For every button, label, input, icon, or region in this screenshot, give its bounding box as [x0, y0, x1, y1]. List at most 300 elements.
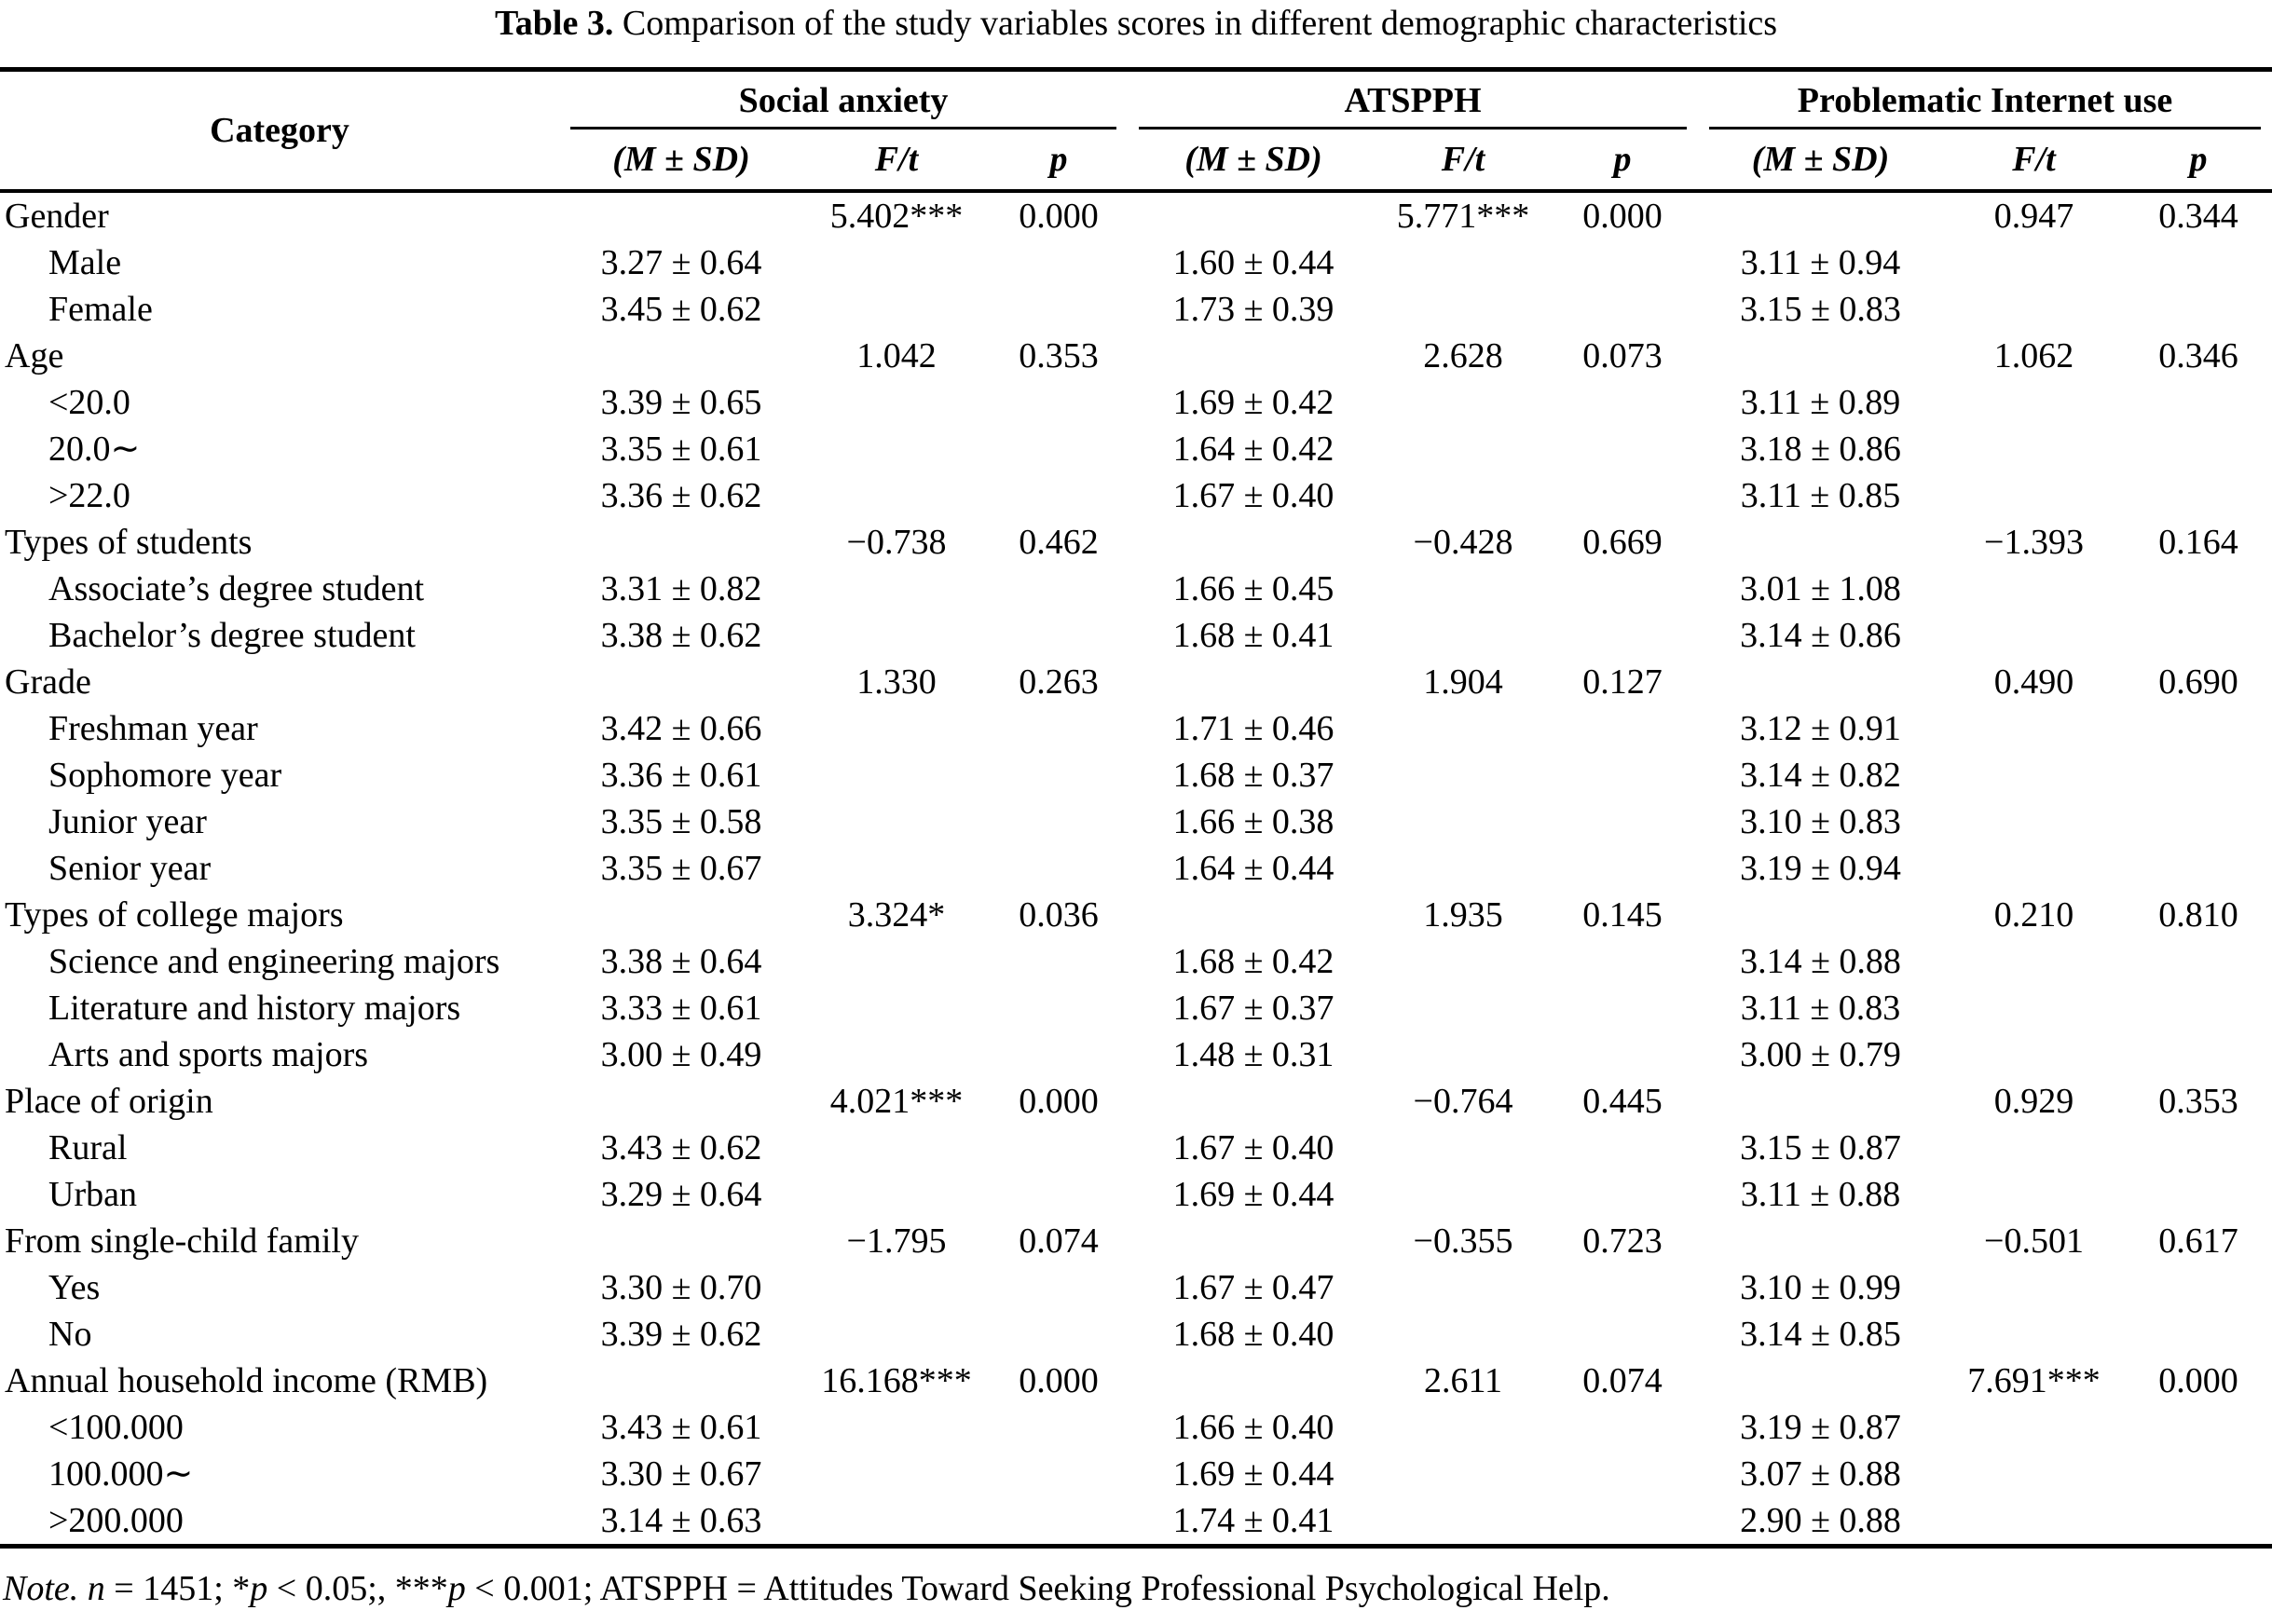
row-value — [1547, 985, 1698, 1031]
table-row — [0, 239, 2272, 286]
row-value: 4.021*** — [829, 1082, 964, 1121]
row-value — [1379, 985, 1547, 1031]
row-value — [1128, 892, 1379, 938]
row-value: −0.355 — [1413, 1221, 1513, 1261]
row-value — [803, 985, 990, 1031]
row-category: Freshman year — [48, 709, 258, 748]
row-value — [1943, 938, 2125, 985]
row-value — [1128, 1218, 1379, 1264]
table-row — [0, 892, 2272, 938]
row-value: 0.462 — [1019, 523, 1099, 562]
row-value — [1379, 1264, 1547, 1311]
row-category: Science and engineering majors — [48, 942, 500, 981]
table-row — [0, 1358, 2272, 1404]
row-value — [1547, 426, 1698, 472]
row-value: 5.771*** — [1396, 197, 1530, 236]
row-value — [1547, 1125, 1698, 1171]
row-value — [1943, 612, 2125, 659]
row-value: 3.00 ± 0.49 — [600, 1035, 762, 1074]
row-value: 1.330 — [856, 662, 937, 702]
row-value: 3.36 ± 0.61 — [600, 756, 762, 795]
row-value — [1379, 938, 1547, 985]
row-value — [990, 1451, 1128, 1497]
row-value: 3.07 ± 0.88 — [1740, 1454, 1901, 1494]
row-value: 16.168*** — [821, 1361, 972, 1400]
row-value — [2125, 379, 2272, 426]
row-value: 0.669 — [1582, 523, 1663, 562]
row-value — [990, 1031, 1128, 1078]
row-value — [990, 938, 1128, 985]
row-value — [990, 705, 1128, 752]
table-caption-label: Table 3. — [494, 4, 614, 43]
row-value: 0.074 — [1019, 1221, 1099, 1261]
table-row — [0, 1078, 2272, 1125]
row-value — [2125, 845, 2272, 892]
row-value: 3.10 ± 0.83 — [1740, 802, 1901, 841]
row-value — [1943, 1125, 2125, 1171]
row-value — [990, 1311, 1128, 1358]
row-value: 3.36 ± 0.62 — [600, 476, 762, 515]
row-value: 3.30 ± 0.67 — [600, 1454, 762, 1494]
row-value — [1379, 1451, 1547, 1497]
group-underline — [570, 127, 1116, 130]
row-value: 0.929 — [1993, 1082, 2074, 1121]
row-value — [2125, 426, 2272, 472]
row-value — [1547, 566, 1698, 612]
row-value — [2125, 286, 2272, 333]
row-value — [1943, 286, 2125, 333]
row-value — [1379, 239, 1547, 286]
row-value: 3.15 ± 0.83 — [1740, 290, 1901, 329]
row-value — [1943, 1404, 2125, 1451]
row-value: 3.18 ± 0.86 — [1740, 430, 1901, 469]
row-value: 3.11 ± 0.94 — [1740, 243, 1901, 282]
row-value: 1.71 ± 0.46 — [1172, 709, 1334, 748]
row-value: −0.501 — [1984, 1221, 2084, 1261]
subheader-msd-0: (M ± SD) — [612, 140, 750, 179]
row-value: 3.35 ± 0.58 — [600, 802, 762, 841]
row-value: 5.402*** — [829, 197, 964, 236]
row-value: 1.67 ± 0.37 — [1172, 989, 1334, 1028]
row-value — [1547, 612, 1698, 659]
row-value: 3.38 ± 0.64 — [600, 942, 762, 981]
row-value: 1.68 ± 0.41 — [1172, 616, 1334, 655]
row-value — [803, 612, 990, 659]
row-value — [990, 798, 1128, 845]
row-value: 1.67 ± 0.47 — [1172, 1268, 1334, 1307]
row-value: 0.210 — [1993, 895, 2074, 935]
row-category: 100.000∼ — [48, 1454, 194, 1494]
table-row — [0, 845, 2272, 892]
row-value — [2125, 1497, 2272, 1547]
row-value: 3.29 ± 0.64 — [600, 1175, 762, 1214]
row-value: 1.66 ± 0.45 — [1172, 569, 1334, 608]
row-value — [1698, 333, 1943, 379]
row-value — [990, 1125, 1128, 1171]
row-value: 0.353 — [2158, 1082, 2238, 1121]
table-row — [0, 1404, 2272, 1451]
row-category: >200.000 — [48, 1501, 184, 1540]
row-value: 1.67 ± 0.40 — [1172, 476, 1334, 515]
row-value — [1943, 1264, 2125, 1311]
table-row — [0, 1171, 2272, 1218]
row-value: 0.073 — [1582, 336, 1663, 375]
row-value — [990, 1497, 1128, 1547]
row-value: 1.062 — [1993, 336, 2074, 375]
row-value — [803, 1497, 990, 1547]
column-header-category: Category — [210, 111, 349, 150]
group-header-row — [0, 70, 2272, 130]
row-value: −0.428 — [1413, 523, 1513, 562]
row-value — [1698, 1358, 1943, 1404]
row-value: 0.810 — [2158, 895, 2238, 935]
row-value: 1.904 — [1423, 662, 1503, 702]
table-body — [0, 191, 2272, 1547]
row-value: 1.66 ± 0.40 — [1172, 1408, 1334, 1447]
row-value: 3.39 ± 0.62 — [600, 1315, 762, 1354]
group-underline — [1139, 127, 1687, 130]
row-value — [1379, 1404, 1547, 1451]
row-value — [1547, 1451, 1698, 1497]
row-value — [1379, 1497, 1547, 1547]
row-category: Types of college majors — [5, 895, 344, 935]
row-value — [1547, 472, 1698, 519]
row-value — [803, 1264, 990, 1311]
row-category: Literature and history majors — [48, 989, 461, 1028]
row-value: −0.738 — [846, 523, 947, 562]
table-row — [0, 752, 2272, 798]
row-value — [2125, 566, 2272, 612]
row-value — [2125, 1125, 2272, 1171]
row-value — [803, 286, 990, 333]
row-value: 1.48 ± 0.31 — [1172, 1035, 1334, 1074]
row-category: Annual household income (RMB) — [5, 1361, 488, 1400]
row-value — [990, 845, 1128, 892]
row-value: 3.43 ± 0.61 — [600, 1408, 762, 1447]
note-part: n — [87, 1569, 105, 1608]
table-row — [0, 1497, 2272, 1547]
row-value — [803, 472, 990, 519]
table-row — [0, 798, 2272, 845]
row-value: 1.042 — [856, 336, 937, 375]
row-value — [1128, 333, 1379, 379]
note-part — [78, 1569, 88, 1608]
table-row — [0, 333, 2272, 379]
row-value — [1943, 566, 2125, 612]
row-value — [1943, 472, 2125, 519]
row-value — [1943, 985, 2125, 1031]
row-value — [2125, 1031, 2272, 1078]
row-category: 20.0∼ — [48, 430, 141, 469]
row-value: 1.73 ± 0.39 — [1172, 290, 1334, 329]
row-value: 1.60 ± 0.44 — [1172, 243, 1334, 282]
row-value — [1547, 379, 1698, 426]
row-value — [990, 612, 1128, 659]
row-value: 3.19 ± 0.94 — [1740, 849, 1901, 888]
row-value: 0.947 — [1993, 197, 2074, 236]
row-value — [1943, 845, 2125, 892]
row-value — [1128, 1078, 1379, 1125]
row-value: 3.10 ± 0.99 — [1740, 1268, 1901, 1307]
table-header — [0, 70, 2272, 192]
row-value: 1.64 ± 0.42 — [1172, 430, 1334, 469]
row-value: 0.164 — [2158, 523, 2238, 562]
row-value — [990, 239, 1128, 286]
row-value: 0.690 — [2158, 662, 2238, 702]
row-value — [559, 892, 803, 938]
row-value: 1.935 — [1423, 895, 1503, 935]
row-category: <20.0 — [48, 383, 130, 422]
row-category: No — [48, 1315, 92, 1354]
row-category: Sophomore year — [48, 756, 282, 795]
row-value — [1943, 1031, 2125, 1078]
row-value — [2125, 938, 2272, 985]
row-value: 1.69 ± 0.42 — [1172, 383, 1334, 422]
row-value: 2.628 — [1423, 336, 1503, 375]
subheader-p-2: p — [2189, 140, 2208, 179]
row-value — [803, 705, 990, 752]
row-value: 3.14 ± 0.63 — [600, 1501, 762, 1540]
row-value: 3.45 ± 0.62 — [600, 290, 762, 329]
row-value: −0.764 — [1413, 1082, 1513, 1121]
table-row — [0, 1125, 2272, 1171]
row-value — [990, 472, 1128, 519]
subheader-ft-1: F/t — [1441, 140, 1485, 179]
row-value — [1547, 938, 1698, 985]
table-row — [0, 191, 2272, 239]
row-value — [1943, 379, 2125, 426]
row-value — [803, 1031, 990, 1078]
row-value — [1547, 1264, 1698, 1311]
table-row — [0, 1311, 2272, 1358]
row-value — [2125, 472, 2272, 519]
demographics-comparison-table — [0, 67, 2272, 1549]
row-value: 1.68 ± 0.42 — [1172, 942, 1334, 981]
row-value: −1.393 — [1984, 523, 2084, 562]
row-value — [803, 426, 990, 472]
group-underline — [1709, 127, 2261, 130]
row-value: 0.000 — [1019, 1082, 1099, 1121]
row-value: 0.263 — [1019, 662, 1099, 702]
row-value: 1.69 ± 0.44 — [1172, 1175, 1334, 1214]
subheader-ft-2: F/t — [2012, 140, 2056, 179]
row-value — [1379, 798, 1547, 845]
row-value — [803, 798, 990, 845]
row-value — [1379, 379, 1547, 426]
group-header-social-anxiety — [559, 70, 1128, 130]
row-value: 1.69 ± 0.44 — [1172, 1454, 1334, 1494]
row-category: <100.000 — [48, 1408, 184, 1447]
row-category: Junior year — [48, 802, 207, 841]
row-value — [2125, 1451, 2272, 1497]
row-value: 2.90 ± 0.88 — [1740, 1501, 1901, 1540]
row-value — [1547, 1171, 1698, 1218]
row-value: 0.344 — [2158, 197, 2238, 236]
row-value: 0.127 — [1582, 662, 1663, 702]
table-row — [0, 286, 2272, 333]
row-value — [2125, 798, 2272, 845]
row-category: Types of students — [5, 523, 253, 562]
row-value: 3.31 ± 0.82 — [600, 569, 762, 608]
row-value: 0.000 — [2158, 1361, 2238, 1400]
row-value — [1943, 752, 2125, 798]
row-value — [1379, 426, 1547, 472]
table-row — [0, 938, 2272, 985]
row-category: Male — [48, 243, 122, 282]
row-value — [1379, 1311, 1547, 1358]
row-value: 3.42 ± 0.66 — [600, 709, 762, 748]
row-value — [1943, 1311, 2125, 1358]
row-category: From single-child family — [5, 1221, 359, 1261]
row-value — [1379, 566, 1547, 612]
note-part: Note. — [3, 1569, 79, 1608]
row-value — [990, 752, 1128, 798]
row-value: 0.617 — [2158, 1221, 2238, 1261]
row-value — [1943, 1171, 2125, 1218]
row-value: 3.12 ± 0.91 — [1740, 709, 1901, 748]
row-value: 2.611 — [1423, 1361, 1503, 1400]
row-value — [803, 845, 990, 892]
table-row — [0, 612, 2272, 659]
row-value — [1547, 705, 1698, 752]
row-value — [1379, 286, 1547, 333]
row-value — [1547, 239, 1698, 286]
row-value: 3.11 ± 0.85 — [1740, 476, 1901, 515]
subheader-ft-0: F/t — [874, 140, 919, 179]
table-row — [0, 566, 2272, 612]
row-value — [2125, 1404, 2272, 1451]
table-row — [0, 659, 2272, 705]
row-value — [1547, 752, 1698, 798]
row-value — [1547, 798, 1698, 845]
row-value: 0.000 — [1019, 1361, 1099, 1400]
group-header-social-anxiety-label: Social anxiety — [738, 81, 949, 120]
row-value — [1128, 191, 1379, 239]
row-value — [1943, 426, 2125, 472]
row-value — [2125, 612, 2272, 659]
row-value: 3.27 ± 0.64 — [600, 243, 762, 282]
row-value: −1.795 — [846, 1221, 947, 1261]
row-value — [1698, 519, 1943, 566]
row-value — [1547, 286, 1698, 333]
row-value — [559, 1218, 803, 1264]
row-value: 1.66 ± 0.38 — [1172, 802, 1334, 841]
row-category: Rural — [48, 1128, 128, 1167]
table-row — [0, 1264, 2272, 1311]
row-value — [803, 752, 990, 798]
row-value — [990, 286, 1128, 333]
row-value — [2125, 985, 2272, 1031]
group-header-problematic-internet-use — [1698, 70, 2272, 130]
row-value — [990, 1404, 1128, 1451]
row-value — [1698, 659, 1943, 705]
row-value — [1698, 1218, 1943, 1264]
row-value — [1379, 845, 1547, 892]
row-category: Female — [48, 290, 153, 329]
row-value — [2125, 1264, 2272, 1311]
row-value: 0.346 — [2158, 336, 2238, 375]
note-part: = 1451; * — [104, 1569, 251, 1608]
row-value — [990, 566, 1128, 612]
row-value: 1.68 ± 0.37 — [1172, 756, 1334, 795]
row-value: 3.33 ± 0.61 — [600, 989, 762, 1028]
table-row — [0, 1451, 2272, 1497]
row-value — [990, 379, 1128, 426]
row-value: 3.00 ± 0.79 — [1740, 1035, 1901, 1074]
row-value — [1547, 845, 1698, 892]
row-category: Arts and sports majors — [48, 1035, 369, 1074]
row-value — [1943, 1497, 2125, 1547]
row-value: 3.14 ± 0.82 — [1740, 756, 1901, 795]
row-value: 0.490 — [1993, 662, 2074, 702]
group-header-atspph — [1128, 70, 1698, 130]
row-category: >22.0 — [48, 476, 130, 515]
row-value — [1943, 1451, 2125, 1497]
row-value — [1943, 239, 2125, 286]
row-value — [559, 333, 803, 379]
table-row — [0, 705, 2272, 752]
group-header-atspph-label: ATSPPH — [1344, 81, 1482, 120]
subheader-msd-2: (M ± SD) — [1751, 140, 1890, 179]
row-value — [2125, 752, 2272, 798]
group-header-problematic-internet-use-label: Problematic Internet use — [1797, 81, 2173, 120]
row-value — [1128, 1358, 1379, 1404]
row-value: 0.074 — [1582, 1361, 1663, 1400]
table-row — [0, 472, 2272, 519]
table-row — [0, 426, 2272, 472]
row-category: Grade — [5, 662, 91, 702]
row-value — [559, 1358, 803, 1404]
subheader-msd-1: (M ± SD) — [1184, 140, 1322, 179]
row-category: Urban — [48, 1175, 137, 1214]
row-category: Age — [5, 336, 64, 375]
row-value — [2125, 705, 2272, 752]
table-row — [0, 985, 2272, 1031]
row-value — [1943, 798, 2125, 845]
row-value — [990, 1264, 1128, 1311]
row-value: 3.15 ± 0.87 — [1740, 1128, 1901, 1167]
row-value — [1379, 1125, 1547, 1171]
row-value: 3.11 ± 0.89 — [1740, 383, 1901, 422]
row-value: 3.35 ± 0.61 — [600, 430, 762, 469]
row-value — [1547, 1404, 1698, 1451]
row-value — [559, 659, 803, 705]
table-row — [0, 519, 2272, 566]
row-value — [1379, 472, 1547, 519]
row-value — [1547, 1311, 1698, 1358]
row-value — [559, 519, 803, 566]
row-category: Place of origin — [5, 1082, 213, 1121]
row-value — [803, 1125, 990, 1171]
row-value: 0.445 — [1582, 1082, 1663, 1121]
row-value — [1379, 1171, 1547, 1218]
row-value: 3.30 ± 0.70 — [600, 1268, 762, 1307]
row-value: 0.723 — [1582, 1221, 1663, 1261]
note-part: p — [250, 1569, 268, 1608]
row-value: 1.74 ± 0.41 — [1172, 1501, 1334, 1540]
row-value: 0.145 — [1582, 895, 1663, 935]
row-value: 3.35 ± 0.67 — [600, 849, 762, 888]
row-value: 3.01 ± 1.08 — [1740, 569, 1901, 608]
row-value: 1.68 ± 0.40 — [1172, 1315, 1334, 1354]
table-caption-text: Comparison of the study variables scores in different demographic characteristics — [622, 4, 1778, 43]
row-value — [2125, 1171, 2272, 1218]
table-caption — [0, 0, 2272, 45]
row-value — [803, 1404, 990, 1451]
row-value — [803, 1311, 990, 1358]
row-value — [803, 566, 990, 612]
row-value — [803, 379, 990, 426]
